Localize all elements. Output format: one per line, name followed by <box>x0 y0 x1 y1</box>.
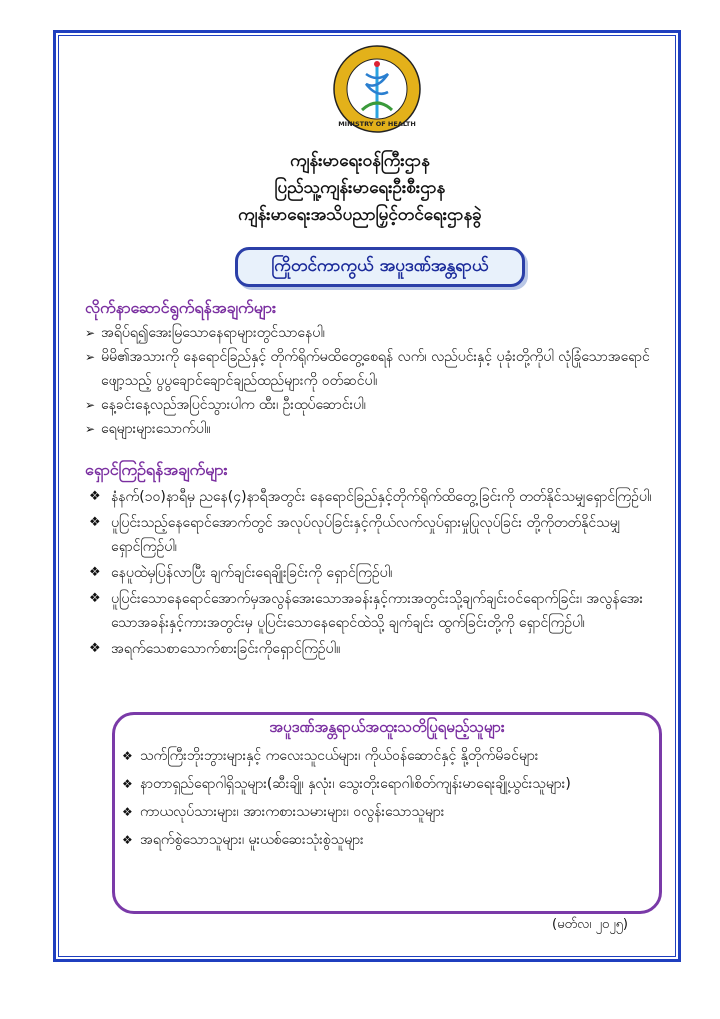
list-item: ❖ ပူပြင်းသောနေရောင်အောက်မှအလွန်အေးသောအခန်းနှင့်ကားအတွင်းသို့ချက်ချင်းဝင်ရောက်ခြင်း၊ အလွန်အေးသောအခန်းနှင့်ကားအတွင်းမှ ပူပြင်းသောနေရောင်ထဲသို့ ချက်ချင်း ထွက်ခြင်းတို့ကို ရှောင်ကြဉ်ပါ၊ <box>85 587 665 635</box>
section-1-heading: လိုက်နာဆောင်ရွက်ရန်အချက်များ <box>85 298 276 317</box>
ministry-seal-icon <box>332 44 422 134</box>
list-item: ❖ အရက်သေစာသောက်စားခြင်းကိုရှောင်ကြဉ်ပါ။ <box>85 637 665 661</box>
list-item: ➢ ရေများများသောက်ပါ။ <box>85 417 665 441</box>
list-item: ❖ ပူပြင်းသည့်နေရောင်အောက်တွင် အလုပ်လုပ်ခြင်းနှင့်ကိုယ်လက်လှုပ်ရှားမှုပြုလုပ်ခြင်း တို့ကိုတတ်နိုင်သမျှရှောင်ကြဉ်ပါ၊ <box>85 511 665 559</box>
list-item: ❖ နေပူထဲမှပြန်လာပြီး ချက်ချင်းရေချိုးခြင်းကို ရှောင်ကြဉ်ပါ၊ <box>85 561 665 585</box>
list-item: ❖ နံနက်(၁၀)နာရီမှ ညနေ(၄)နာရီအတွင်း နေရောင်ခြည်နှင့်တိုက်ရိုက်ထိတွေ့ခြင်းကို တတ်နိုင်သမျှရှောင်ကြဉ်ပါ၊ <box>85 485 665 509</box>
list-item: ❖ အရက်စွဲသောသူများ၊ မူးယစ်ဆေးသုံးစွဲသူများ <box>122 829 642 851</box>
seal-bottom-text: MINISTRY OF HEALTH <box>338 120 416 128</box>
risk-groups-heading: အပူဒဏ်အန္တရာယ်အထူးသတိပြုရမည့်သူများ <box>269 718 505 736</box>
org-line-2: ပြည်သူ့ကျန်းမာရေးဦးစီးဌာန <box>274 178 446 198</box>
list-item: ❖ နာတာရှည်ရောဂါရှိသူများ(ဆီးချို၊ နှလုံး၊ သွေးတိုးရောဂါ၊စိတ်ကျန်းမာရေးချို့ယွင်းသူများ) <box>122 773 642 795</box>
org-line-1: ကျန်းမာရေးဝန်ကြီးဌာန <box>290 151 430 171</box>
section-1-list <box>85 321 665 441</box>
list-item: ➢ အရိပ်ရ၍အေးမြသောနေရာများတွင်သာနေပါ၊ <box>85 321 665 345</box>
list-item: ➢ နေ့ခင်းနေ့လည်အပြင်သွားပါက ထီး၊ ဦးထုပ်ဆောင်းပါ၊ <box>85 393 665 417</box>
publish-date: (မတ်လ၊ ၂၀၂၅) <box>552 917 629 932</box>
section-2-list <box>85 485 665 663</box>
poster-title: ကြိုတင်ကာကွယ် အပူဒဏ်အန္တရာယ် <box>235 247 525 287</box>
risk-groups-list <box>122 745 642 857</box>
org-line-3: ကျန်းမာရေးအသိပညာမြှင့်တင်ရေးဌာနခွဲ <box>238 205 482 225</box>
list-item: ❖ ကာယလုပ်သားများ၊ အားကစားသမားများ၊ ဝလွန်းသောသူများ <box>122 801 642 823</box>
section-2-heading: ရှောင်ကြဉ်ရန်အချက်များ <box>85 460 228 479</box>
list-item: ➢ မိမိ၏အသားကို နေရောင်ခြည်နှင့် တိုက်ရိုက်မထိတွေ့စေရန် လက်၊ လည်ပင်းနှင့် ပုခုံးတို့ကိုပါ လုံခြုံသောအရောင်ဖျော့သည့် ပွပွချောင်ချောင်ချည်ထည်များကို ဝတ်ဆင်ပါ၊ <box>85 345 665 393</box>
list-item: ❖ သက်ကြီးဘိုးဘွားများနှင့် ကလေးသူငယ်များ၊ ကိုယ်ဝန်ဆောင်နှင့် နို့တိုက်မိခင်များ <box>122 745 642 767</box>
